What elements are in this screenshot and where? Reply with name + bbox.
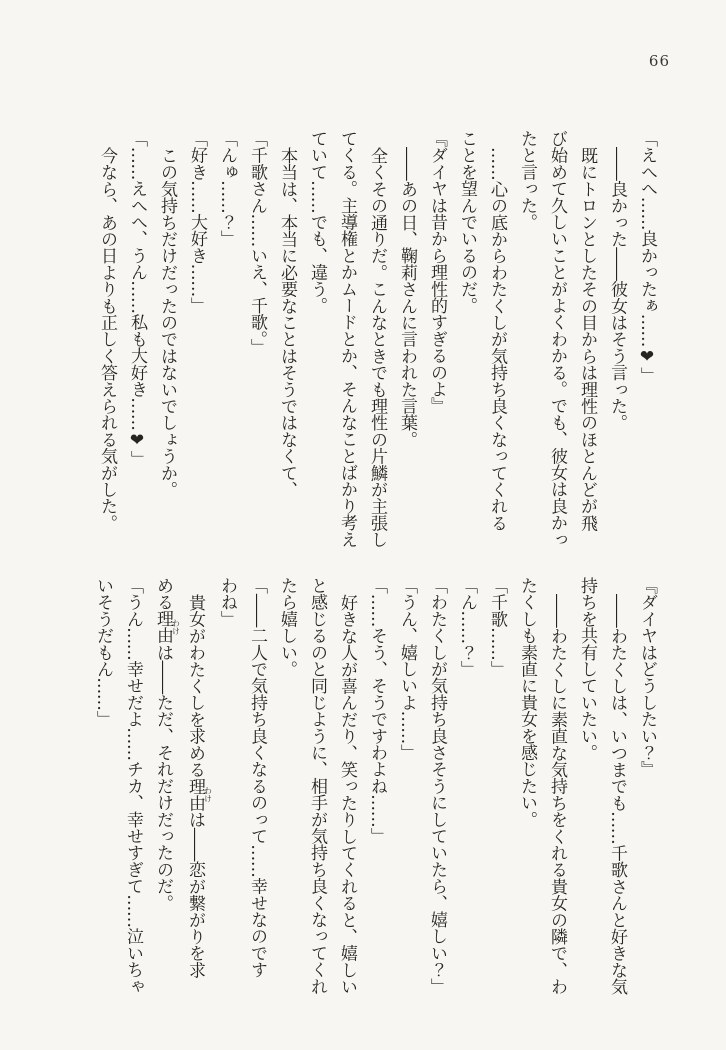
page-number: 66 — [648, 52, 670, 70]
text-line: 「うん、嬉しいよ……」 — [397, 577, 417, 761]
text-line: たら嬉しい。 — [277, 577, 297, 678]
text-line: ――良かった――彼女はそう言った。 — [607, 147, 627, 431]
text-line: 「――二人で気持ち良くなるのって……幸せなのです — [247, 577, 267, 978]
text-line: 『ダイヤはどうしたい？』 — [637, 577, 657, 778]
text-line: ――わたくしに素直な気持ちをくれる貴女の隣で、わ — [547, 594, 567, 995]
text-line: 「……そう、そうですわよね……」 — [367, 577, 387, 845]
text-line: 好きな人が喜んだり、笑ったりしてくれると、嬉しい — [337, 594, 357, 995]
text-line: 貴女がわたくしを求める理由わけは――恋が繋がりを求 — [185, 594, 213, 979]
text-line: 「うん……幸せだよ……チカ、幸せすぎて……泣いちゃ — [123, 577, 143, 995]
text-line: び始めて久しいことがよくわかる。でも、彼女は良かっ — [547, 130, 567, 548]
text-line: わね」 — [217, 577, 237, 628]
text-line: 既にトロンとしたその目からは理性のほとんどが飛 — [577, 147, 597, 532]
text-line: たくしも素直に貴女を感じたい。 — [517, 577, 537, 828]
text-line: 持ちを共有していたい。 — [577, 577, 597, 761]
text-line: める理由わけは――ただ、それだけだったのだ。 — [153, 577, 181, 912]
text-line: と感じるのと同じように、相手が気持ち良くなってくれ — [307, 577, 327, 995]
text-line: ……心の底からわたくしが気持ち良くなってくれる — [487, 147, 507, 532]
text-line: 全くその通りだ。こんなときでも理性の片鱗が主張し — [367, 147, 387, 548]
text-line: ていて……でも、違う。 — [307, 130, 327, 314]
text-line: ことを望んでいるのだ。 — [457, 130, 477, 314]
text-block-bottom — [88, 577, 662, 1005]
text-line: 「千歌……」 — [487, 577, 507, 678]
text-line: ――わたくしは、いつまでも……千歌さんと好きな気 — [607, 594, 627, 995]
text-line: 「んゅ……？」 — [217, 130, 237, 247]
text-line: てくる。主導権とかムードとか、そんなことばかり考え — [337, 130, 357, 548]
text-line: 「わたくしが気持ち良さそうにしていたら、嬉しい？」 — [427, 577, 447, 995]
text-line: いそうだもん……」 — [93, 577, 113, 728]
text-line: 『ダイヤは昔から理性的すぎるのよ』 — [427, 130, 447, 414]
text-line: 「好き……大好き……」 — [187, 130, 207, 314]
text-line: 「えへへ……良かったぁ……❤」 — [637, 130, 657, 384]
text-line: ――あの日、鞠莉さんに言われた言葉。 — [397, 147, 417, 448]
text-line: この気持ちだけだったのではないでしょうか。 — [157, 147, 177, 498]
text-line: 「千歌さん……いえ、千歌。」 — [247, 130, 267, 356]
text-block-top — [88, 130, 662, 558]
text-line: 今なら、あの日よりも正しく答えられる気がした。 — [97, 147, 117, 532]
text-line: 「……えへへ、うん……私も大好き……❤」 — [127, 130, 147, 468]
text-line: 「ん……？」 — [457, 577, 477, 678]
text-line: 本当は、本当に必要なことはそうではなくて、 — [277, 147, 297, 498]
text-line: たと言った。 — [517, 130, 537, 231]
